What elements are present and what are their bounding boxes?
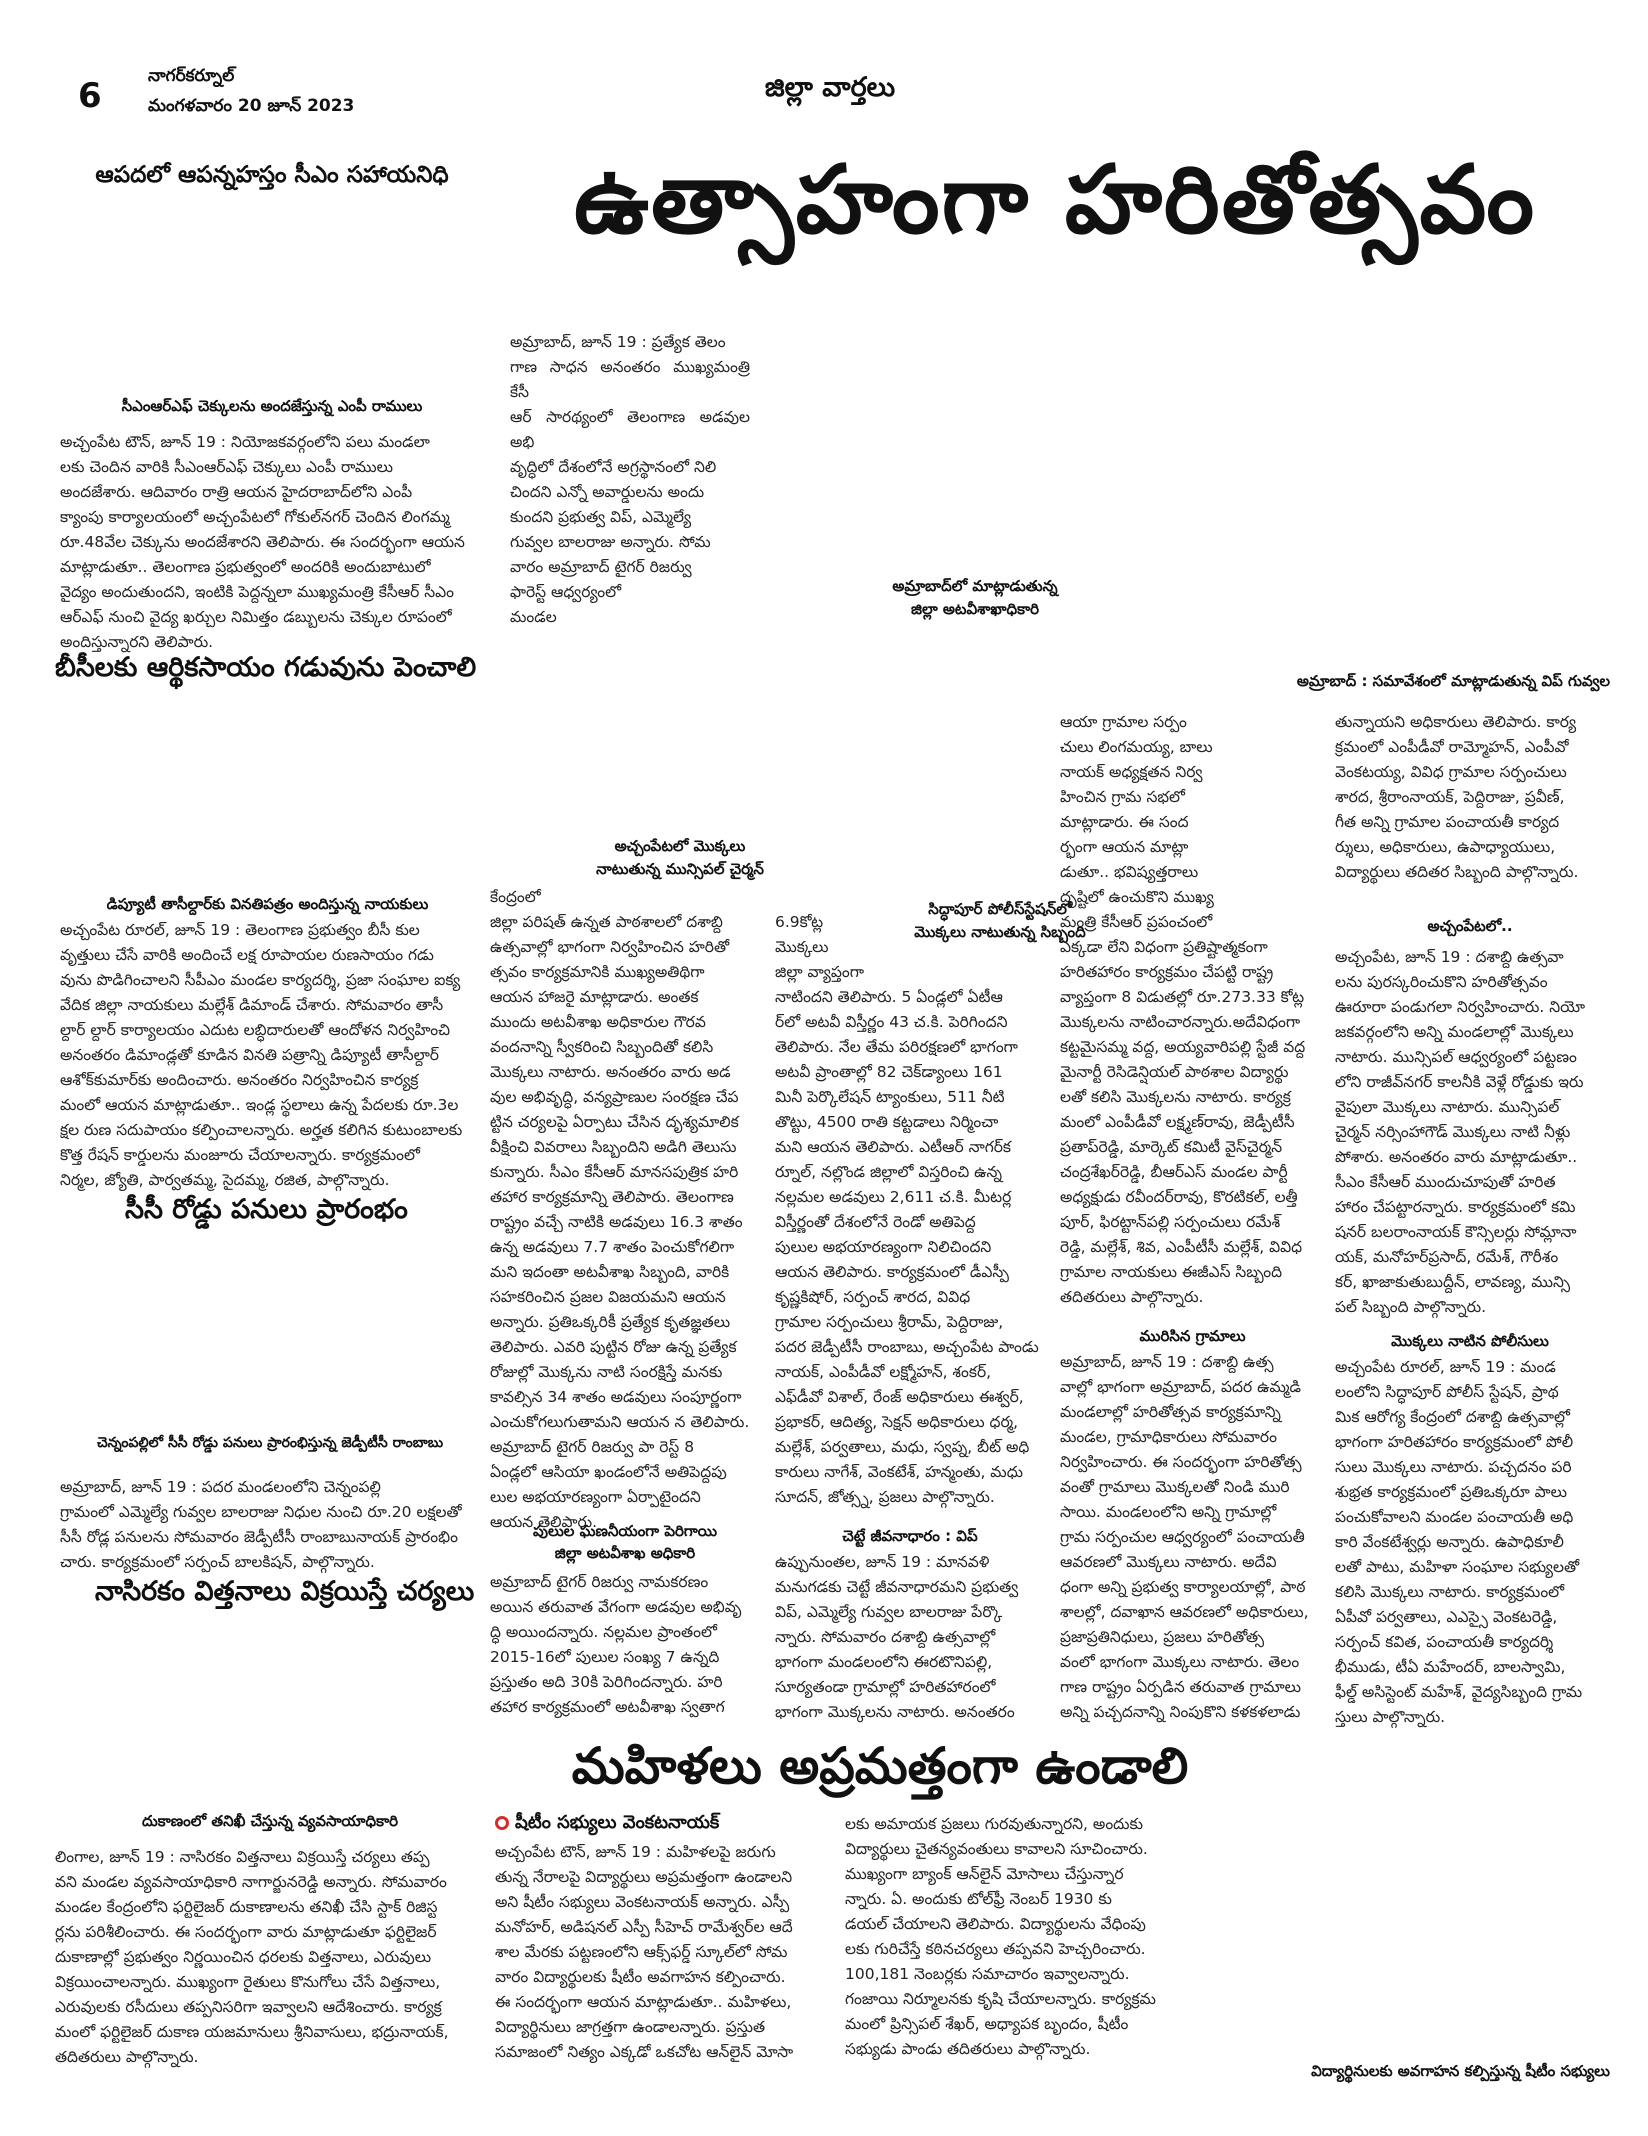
cc-road-headline: సీసీ రోడ్డు పనులు ప్రారంభం [125, 1194, 408, 1225]
trees-lifeline-subhead: చెట్టే జీవనాధారం : విప్ [842, 1527, 978, 1545]
sheteam-photo [1190, 1800, 1610, 2050]
bc-body: అచ్చంపేట రూరల్, జూన్ 19 : తెలంగాణ ప్రభుత్వం బీసీ కుల వృత్తులు చేసే వారికి అందించే లక్ష రూపాయల రుణసాయం గడు వును పొడిగించాలని సీపీఎం మండల కార్యదర్శి, ప్రజా సంఘాల ఐక్య వేదిక జిల్లా నాయకులు మల్లేశ్ డిమాండ్ చేశారు. సోమవారం తాసీ ల్దార్ ల్దార్ కార్యాలయం ఎదుట లబ్ధిదారులతో ఆందోళన నిర్వహించి అనంతరం డిమాండ్లతో కూడిన వినతి పత్రాన్ని డిప్యూటీ తాసీల్దార్ ఆశోక్‌కుమార్‌కు అందించారు. అనంతరం నిర్వహించిన కార్యక్ర మంలో ఆయన మాట్లాడుతూ.. ఇండ్ల స్థలాలు ఉన్న పేదలకు రూ.3ల క్షల రుణ సదుపాయం కల్పించాలన్నారు. అర్హత కలిగిన కుటుంబాలకు కొత్త రేషన్ కార్డులను మంజూరు చేయాలన్నారు. కార్యక్రమంలో నిర్మల, జ్యోతి, పార్వతమ్మ, సైదమ్మ, రజిత, పాల్గొన్నారు. [60, 921, 463, 1189]
bc-photo-caption: డిప్యూటీ తాసీల్దార్‌కు వినతిపత్రం అందిస్తున్న నాయకులు [106, 895, 429, 913]
main-col3-bottom: అమ్రాబాద్, జూన్ 19 : దశాబ్ది ఉత్స వాల్లో భాగంగా అమ్రాబాద్, పదర ఉమ్మడి మండలాల్లో హరితోత్సవ కార్యక్రమాన్ని మండల, గ్రామాధికారులు సోమవారం నిర్వహించారు. ఈ సందర్భంగా హరితోత్స వంతో గ్రామాలు మొక్కలతో నిండి మురి సాయి. మండలంలోని అన్ని గ్రామాల్లో గ్రామ సర్పంచుల ఆధ్వర్యంలో పంచాయతీ ఆవరణలో మొక్కలు నాటారు. అదేవి ధంగా అన్ని ప్రభుత్వ కార్యాలయాల్లో, పాఠ శాలల్లో, దవాఖాన ఆవరణలో అధికారులు, ప్రజాప్రతినిధులు, ప్రజలు హరితోత్స వంలో భాగంగా మొక్కలు నాటారు. తెలం గాణ రాష్ట్రం ఏర్పడిన తరువాత గ్రామాలు అన్ని పచ్చదనాన్ని నింపుకొని కళకళలాడు [1060, 1353, 1309, 1721]
main-headline: ఉత్సాహంగా హరితోత్సవం [574, 146, 1536, 255]
achampet-planting-caption: అచ్చంపేటలో మొక్కలు నాటుతున్న మున్సిపల్ చైర్మన్ [596, 837, 764, 878]
cc-road-body: అమ్రాబాద్, జూన్ 19 : పదర మండలంలోని చెన్నంపల్లి గ్రామంలో ఎమ్మెల్యే గువ్వల బాలరాజు నిధుల నుంచి రూ.20 లక్షలతో సీసీ రోడ్ల పనులను సోమవారం జెడ్పీటీసీ రాంబాబునాయక్ ప్రారంభిం చారు. కార్యక్రమంలో సర్పంచ్ బాలకిషన్, పాల్గొన్నారు. [60, 1478, 462, 1571]
villages-subhead: మురిసిన గ్రామాలు [1139, 1327, 1246, 1345]
cc-road-photo [60, 1245, 475, 1425]
cmrf-headline: ఆపదలో ఆపన్నహస్తం సీఎం సహాయనిధి [95, 162, 449, 188]
section-title: జిల్లా వార్తలు [764, 72, 896, 103]
main-col1-bottom: అమ్రాబాద్ టైగర్ రిజర్వు నామకరణం అయిన తరువాత వేగంగా అడవుల అభివృ ద్ధి అయిందన్నారు. నల్లమల ప్రాంతంలో 2015-16లో పులుల సంఖ్య 7 ఉన్నది ప్రస్తుతం అది 30కి పెరిగిందన్నారు. హరి తహార కార్యక్రమంలో అటవీశాఖ స్వతాగ [490, 1573, 742, 1716]
cmrf-photo [72, 210, 472, 390]
women-col2: లకు అమాయక ప్రజలు గురవుతున్నారని, అందుకు విద్యార్థులు చైతన్యవంతులు కావాలని సూచించారు. ముఖ్యంగా బ్యాంక్ ఆన్‌లైన్ మోసాలు చేస్తున్నార న్నారు. ఏ. అందుకు టోల్‌ఫ్రీ నెంబర్ 1930 కు డయల్ చేయాలని తెలిపారు. విద్యార్థులను వేధింపు లకు గురిచేస్తే కఠినచర్యలు తప్పవని హెచ్చరించారు. 100,181 నెంబర్లకు సమాచారం ఇవ్వాలన్నారు. గంజాయి నిర్మూలనకు కృషి చేయాలన్నారు. కార్యక్రమ మంలో ప్రిన్సిపల్ శేఖర్, అధ్యాపక బృందం, షీటీం సభ్యుడు పాండు తదితరులు పాల్గొన్నారు. [845, 1815, 1156, 2058]
women-byline-text: షీటీం సభ్యులు వెంకటనాయక్ [515, 1812, 720, 1833]
forest-officer-caption: అమ్రాబాద్‌లో మాట్లాడుతున్న జిల్లా అటవీశాఖాధికారి [892, 577, 1058, 618]
bc-headline: బీసీలకు ఆర్థికసాయం గడువును పెంచాలి [55, 652, 477, 683]
sheteam-photo-caption: విద్యార్థినులకు అవగాహన కల్పిస్తున్న షీటీం సభ్యులు [1311, 2062, 1610, 2080]
police-planting-caption: సిద్ధాపూర్ పోలీస్‌స్టేషన్‌లో మొక్కలు నాటుతున్న సిబ్బంది [914, 900, 1086, 941]
main-intro: అమ్రాబాద్, జూన్ 19 : ప్రత్యేక తెలం గాణ సాధన అనంతరం ముఖ్యమంత్రి కేసీ ఆర్ సారథ్యంలో తెలంగాణ అడవుల అభి వృద్ధిలో దేశంలోనే అగ్రస్థానంలో నిలి చిందని ఎన్నో అవార్డులను అందు కుందని ప్రభుత్వ విప్, ఎమ్మెల్యే గువ్వల బాలరాజు అన్నారు. సోమ వారం అమ్రాబాద్ టైగర్ రిజర్వు ఫారెస్ట్ ఆధ్వర్యంలో మండల [510, 333, 750, 626]
edition-date: మంగళవారం 20 జూన్ 2023 [148, 96, 355, 116]
women-headline: మహిళలు అప్రమత్తంగా ఉండాలి [571, 1737, 1189, 1795]
bullet-icon [495, 1816, 509, 1830]
main-col4-bottom: అచ్చంపేట రూరల్, జూన్ 19 : మండ లంలోని సిద్ధాపూర్ పోలీస్ స్టేషన్, ప్రాథ మిక ఆరోగ్య కేంద్రంలో దశాబ్ది ఉత్సవాల్లో భాగంగా హరితహారం కార్యక్రమంలో పోలీ సులు మొక్కలు నాటారు. పచ్చదనం పరి శుభ్రత కార్యక్రమంలో ప్రతిఒక్కరూ పాలు పంచుకోవాలని మండల పంచాయతీ అధి కారి వేంకటేశ్వర్లు అన్నారు. ఉపాధికూలీ లతో పాటు, మహిళా సంఘాల సభ్యులతో కలిసి మొక్కలు నాటారు. కార్యక్రమంలో ఏపీవో పర్వతాలు, ఎఎస్సై వెంకటరెడ్డి, సర్పంచ్ కవిత, పంచాయతీ కార్యదర్శి భీముడు, టీఏ మహేందర్, బాలస్వామి, ఫీల్డ్ అసిస్టెంట్ మహేశ్, వైద్యసిబ్బంది గ్రామ స్తులు పాల్గొన్నారు. [1335, 1358, 1583, 1726]
seeds-headline: నాసిరకం విత్తనాలు విక్రయిస్తే చర్యలు [95, 1576, 475, 1607]
main-col3-top: ఆయా గ్రామాల సర్పం చులు లింగమయ్య, బాలు నాయక్ అధ్యక్షతన నిర్వ హించిన గ్రామ సభలో మాట్లాడారు. ఈ సంద ర్భంగా ఆయన మాట్లా డుతూ.. భవిష్యత్తరాలు దృష్టిలో ఉంచుకొని ముఖ్య మంత్రి కేసీఆర్ ప్రపంచంలో ఎక్కడా లేని విధంగా ప్రతిష్టాత్మకంగా హరితహారం కార్యక్రమం చేపట్టి రాష్ట్ర వ్యాప్తంగా 8 విడుతల్లో రూ.273.33 కోట్ల మొక్కలను నాటించారన్నారు.అదేవిధంగా కట్టమైసమ్మ వద్ద, అయ్యవారిపల్లి స్టేజీ వద్ద మైనార్టీ రెసిడెన్షియల్ పాఠశాల విద్యార్థు లతో కలిసి మొక్కలను నాటారు. కార్యక్ర మంలో ఎంపీడీవో లక్ష్మణ్‌రావు, జెడ్పీటీసీ ప్రతాప్‌రెడ్డి, మార్కెట్ కమిటీ వైస్‌చైర్మన్ చంద్రశేఖర్‌రెడ్డి, బీఆర్ఎస్ మండల పార్టీ అధ్యక్షుడు రవీందర్‌రావు, కొరటికల్, లత్తీ పూర్, ఫిరట్టాన్‌పల్లి సర్పంచులు రమేశ్ రెడ్డి, మల్లేశ్, శివ, ఎంపీటీసీ మల్లేశ్, వివిధ గ్రామాల నాయకులు ఈజీఎస్ సిబ్బంది తదితరులు పాల్గొన్నారు. [1060, 713, 1306, 1306]
cc-road-photo-caption: చెన్నంపల్లిలో సీసీ రోడ్డు పనులు ప్రారంభిస్తున్న జెడ్పీటీసీ రాంబాబు [96, 1435, 444, 1451]
vip-caption: అమ్రాబాద్ : సమావేశంలో మాట్లాడుతున్న విప్ గువ్వల [1296, 672, 1610, 690]
main-col4-top: తున్నాయని అధికారులు తెలిపారు. కార్య క్రమంలో ఎంపీడీవో రామ్మోహన్, ఎంపీవో వెంకటయ్య, వివిధ గ్రామాల సర్పంచులు శారద, శ్రీరాంనాయక్, పెద్దిరాజు, ప్రవీణ్, గీత అన్ని గ్రామాల పంచాయతీ కార్యద ర్శులు, అధికారులు, ఉపాధ్యాయులు, విద్యార్థులు తదితర సిబ్బంది పాల్గొన్నారు. [1335, 713, 1579, 881]
page-number: 6 [78, 76, 102, 116]
women-col1: అచ్చంపేట టౌన్, జూన్ 19 : మహిళలపై జరుగు తున్న నేరాలపై విద్యార్థులు అప్రమత్తంగా ఉండాలని అని షీటీం సభ్యులు వెంకటనాయక్ అన్నారు. ఎస్పీ మనోహర్, అడిషనల్ ఎస్పీ సీహెచ్ రామేశ్వర్‌ల ఆదే శాల మేరకు పట్టణంలోని ఆక్స్‌ఫర్డ్ స్కూల్‌లో సోమ వారం విద్యార్థులకు షీటీం అవగాహన కల్పించారు. ఈ సందర్భంగా ఆయన మాట్లాడుతూ.. మహిళలు, విద్యార్థినులు జాగ్రత్తగా ఉండాలన్నారు. ప్రస్తుత సమాజంలో నిత్యం ఎక్కడో ఒకచోట ఆన్‌లైన్ మోసా [495, 1843, 794, 2061]
vip-photo [1195, 320, 1605, 665]
cmrf-photo-caption: సీఎంఆర్ఎఫ్ చెక్కులను అందజేస్తున్న ఎంపీ రాములు [121, 397, 423, 415]
bc-photo [60, 700, 475, 890]
achampet-planting-photo [490, 690, 1130, 830]
edition-district: నాగర్‌కర్నూల్ [148, 66, 235, 86]
women-byline [495, 1812, 719, 1837]
main-col2-top: 6.9కోట్ల మొక్కలు జిల్లా వ్యాప్తంగా నాటిందని తెలిపారు. 5 ఏండ్లలో ఏటీఆ ర్‌లో అటవీ విస్తీర్ణం 43 చ.కి. పెరిగిందని తెలిపారు. నేల తేమ పరిరక్షణలో భాగంగా అటవీ ప్రాంతాల్లో 82 చెక్‌డ్యాంలు 161 మినీ పెర్కొలేషన్ ట్యాంకులు, 511 నీటి తొట్టు, 4500 రాతి కట్టడాలు నిర్మించా మని ఆయన తెలిపారు. ఎటీఆర్ నాగర్‌క ర్నూల్, నల్లొండ జిల్లాలో విస్తరించి ఉన్న నల్లమల అడవులు 2,611 చ.కి. మీటర్ల విస్తీర్ణంతో దేశంలోనే రెండో అతిపెద్ద పులుల అభయారణ్యంగా నిలిచిందని ఆయన తెలిపారు. కార్యక్రమంలో డీఎస్పీ కృష్ణకిషోర్, సర్పంచ్ శారద, వివిధ గ్రామాల సర్పంచులు శ్రీరామ్, పెద్దిరాజు, పదర జెడ్పీటీసీ రాంబాబు, అచ్చంపేట పాండు నాయక్, ఎంపీడీవో లక్ష్మోహన్, శంకర్, ఎఫ్‌డీవో విశాల్, రేంజ్ అధికారులు ఈశ్వర్, ప్రభాకర్, ఆదిత్య, సెక్షన్ అధికారులు ధర్మ, మల్లేశ్, పర్వతాలు, మధు, స్వప్న, బీట్ అధి కారులు నాగేశ్, వెంకటేశ్, హన్మంతు, మధు సూదన్, జోత్స్న, ప్రజలు పాల్గొన్నారు. [775, 913, 1039, 1506]
achampet-subhead: అచ్చంపేటలో.. [1427, 917, 1513, 935]
seeds-photo-caption: దుకాణంలో తనిఖీ చేస్తున్న వ్యవసాయాధికారి [141, 1812, 399, 1830]
police-subhead: మొక్కలు నాటిన పోలీసులు [1391, 1332, 1549, 1350]
main-col2-bottom: ఉప్పునుంతల, జూన్ 19 : మానవళి మనుగడకు చెట్టే జీవనాధారమని ప్రభుత్వ విప్, ఎమ్మెల్యే గువ్వల బాలరాజు పేర్కొ న్నారు. సోమవారం దశాబ్ది ఉత్సవాల్లో భాగంగా మండలంలోని ఈరటొనిపల్లి, సూర్యతండా గ్రామాల్లో హరితహారంలో భాగంగా మొక్కలను నాటారు. అనంతరం [775, 1553, 1019, 1721]
seeds-body: లింగాల, జూన్ 19 : నాసిరకం విత్తనాలు విక్రయిస్తే చర్యలు తప్ప వని మండల వ్యవసాయాధికారి నాగార్జునరెడ్డి అన్నారు. సోమవారం మండల కేంద్రంలోని ఫర్టిలైజర్ దుకాణాలను తనిఖీ చేసి స్టాక్ రిజిస్ట ర్లను పరిశీలించారు. ఈ సందర్భంగా వారు మాట్లాడుతూ ఫర్టిలైజర్ దుకాణాల్లో ప్రభుత్వం నిర్ణయించిన ధరలకు విత్తనాలు, ఎరువులు విక్రయించాలన్నారు. ముఖ్యంగా రైతులు కొనుగోలు చేసే విత్తనాలు, ఎరువులకు రసీదులు తప్పనిసరిగా ఇవ్వాలని ఆదేశించారు. కార్యక్ర మంలో ఫర్టిలైజర్ దుకాణ యజమానులు శ్రీనివాసులు, భద్రునాయక్, తదితరులు పాల్గొన్నారు. [55, 1848, 449, 2066]
main-col1-top: కేంద్రంలో జిల్లా పరిషత్ ఉన్నత పాఠశాలలో దశాబ్ది ఉత్సవాల్లో భాగంగా నిర్వహించిన హరితో త్సవం కార్యక్రమానికి ముఖ్యఅతిథిగా ఆయన హాజరై మాట్లాడారు. అంతక ముందు అటవీశాఖ అధికారుల గౌరవ వందనాన్ని స్వీకరించి సిబ్బందితో కలిసి మొక్కలు నాటారు. అనంతరం వారు అడ వుల అభివృద్ధి, వన్యప్రాణుల సంరక్షణ చేప ట్టిన చర్యలపై ఏర్పాటు చేసిన దృశ్యమాలిక వీక్షించి వివరాలు సిబ్బందిని అడిగి తెలుసు కున్నారు. సీఎం కేసీఆర్ మానసపుత్రిక హరి తహార కార్యక్రమాన్ని తెలిపారు. తెలంగాణ రాష్ట్రం వచ్చే నాటికి అడవులు 16.3 శాతం ఉన్న అడవులు 7.7 శాతం పెంచుకోగలిగా మని ఇదంతా అటవీశాఖ సిబ్బంది, వారికి సహకరించిన ప్రజల విజయమని ఆయన అన్నారు. ప్రతిఒక్కరికీ ప్రత్యేక కృతజ్ఞతలు తెలిపారు. ఎవరి పుట్టిన రోజు ఉన్న ప్రత్యేక రోజుల్లో మొక్కను నాటి సంరక్షిస్తే మనకు కావల్సిన 34 శాతం అడవులు సంపూర్ణంగా ఎంచుకోగలుగుతామని ఆయన న తెలిపారు. అమ్రాబాద్ టైగర్ రిజర్వు పా రెస్ట్ 8 ఏండ్లలో ఆసియా ఖండంలోనే అతిపెద్దపు లుల అభయారణ్యంగా ఏర్పాటైందని ఆయన తెలిపారు. [490, 888, 750, 1531]
forest-officer-photo [760, 320, 1190, 570]
main-col4-mid: అచ్చంపేట, జూన్ 19 : దశాబ్ది ఉత్సవా లను పురస్కరించుకొని హరితోత్సవం ఊరూరా పండుగలా నిర్వహించారు. నియో జకవర్గంలోని అన్ని మండలాల్లో మొక్కలు నాటారు. మున్సిపల్ ఆధ్వర్యంలో పట్టణం లోని రాజీవ్‌నగర్ కాలనీకి వెళ్లే రోడ్డుకు ఇరు వైపులా మొక్కలు నాటారు. మున్సిపల్ చైర్మన్ నర్సింహాగౌడ్ మొక్కలు నాటి నీళ్లు పోశారు. అనంతరం వారు మాట్లాడుతూ.. సీఎం కేసీఆర్ ముందుచూపుతో హరిత హారం చేపట్టారన్నారు. కార్యక్రమంలో కమి షనర్ బలరాంనాయక్ కౌన్సిలర్లు సోమ్లానా యక్, మనోహర్‌ప్రసాద్, రమేశ్, గౌరీశం కర్, ఖాజాకుతుబుద్దీన్, లావణ్య, మున్సి పల్ సిబ్బంది పాల్గొన్నారు. [1335, 948, 1586, 1316]
cmrf-body: అచ్చంపేట టౌన్, జూన్ 19 : నియోజకవర్గంలోని పలు మండలా లకు చెందిన వారికి సీఎంఆర్ఎఫ్ చెక్కులు ఎంపీ రాములు అందజేశారు. ఆదివారం రాత్రి ఆయన హైదరాబాద్‌లోని ఎంపీ క్యాంపు కార్యాలయంలో అచ్చంపేటలో గోకుల్‌నగర్ చెందిన లింగమ్మ రూ.48వేల చెక్కును అందజేశారని తెలిపారు. ఈ సందర్భంగా ఆయన మాట్లాడుతూ.. తెలంగాణ ప్రభుత్వంలో అందరికి అందుబాటులో వైద్యం అందుతుందని, ఇంటికి పెద్దన్నలా ముఖ్యమంత్రి కేసీఆర్ సీఎం ఆర్ఎఫ్ నుంచి వైద్య ఖర్చుల నిమిత్తం డబ్బులను చెక్కుల రూపంలో అందిస్తున్నారని తెలిపారు. [60, 433, 465, 651]
tigers-subhead: పులుల ఘణనీయంగా పెరిగాయి జిల్లా అటవీశాఖ అధికారి [532, 1522, 718, 1562]
